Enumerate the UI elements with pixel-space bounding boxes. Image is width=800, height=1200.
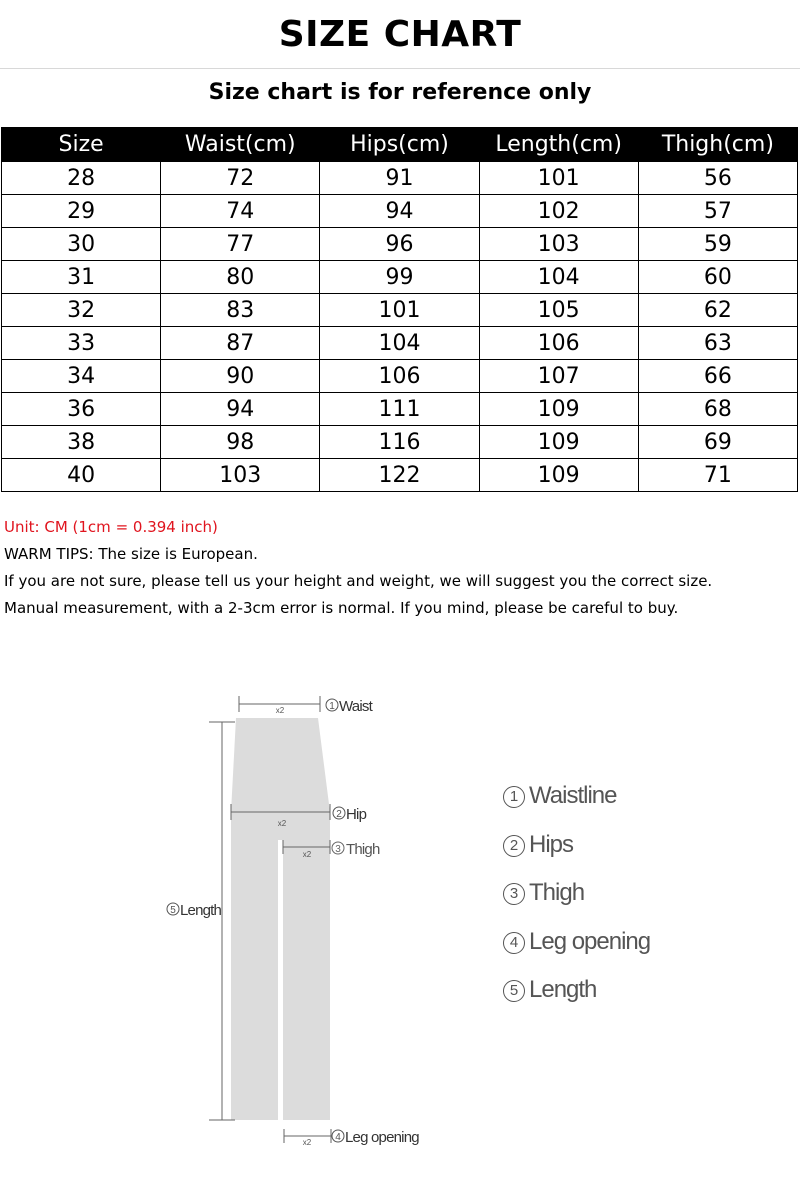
cell-length: 107 (479, 360, 638, 393)
cell-length: 106 (479, 327, 638, 360)
legend-label: Leg opening (529, 927, 651, 955)
cell-size: 31 (2, 261, 161, 294)
cell-length: 105 (479, 294, 638, 327)
legend-label: Hips (529, 830, 574, 858)
hip-label: Hip (346, 806, 367, 823)
hip-x2-label: x2 (277, 819, 287, 828)
legend-number: 2 (503, 835, 525, 857)
cell-hips: 104 (320, 327, 479, 360)
cell-thigh: 60 (638, 261, 797, 294)
warm-tips-note: WARM TIPS: The size is European. (4, 545, 258, 563)
cell-size: 40 (2, 459, 161, 492)
cell-thigh: 62 (638, 294, 797, 327)
cell-waist: 72 (161, 162, 320, 195)
table-row (2, 162, 798, 195)
cell-thigh: 68 (638, 393, 797, 426)
cell-thigh: 59 (638, 228, 797, 261)
measurement-error-note: Manual measurement, with a 2-3cm error is normal. If you mind, please be careful to buy. (4, 599, 679, 617)
table-row (2, 426, 798, 459)
cell-hips: 106 (320, 360, 479, 393)
cell-size: 34 (2, 360, 161, 393)
title-bar (0, 0, 800, 69)
thigh-x2-label: x2 (302, 850, 312, 859)
column-header-hips: Hips(cm) (320, 128, 479, 162)
table-header-row (2, 128, 798, 162)
measurement-legend (503, 782, 650, 1025)
size-advice-note: If you are not sure, please tell us your height and weight, we will suggest you the correct size. (4, 572, 713, 590)
cell-waist: 103 (161, 459, 320, 492)
waist-number: 1 (329, 701, 335, 712)
cell-hips: 96 (320, 228, 479, 261)
cell-waist: 77 (161, 228, 320, 261)
column-header-thigh: Thigh(cm) (638, 128, 797, 162)
cell-size: 28 (2, 162, 161, 195)
cell-thigh: 71 (638, 459, 797, 492)
cell-waist: 94 (161, 393, 320, 426)
page-title: SIZE CHART (278, 13, 522, 55)
table-row (2, 393, 798, 426)
cell-length: 101 (479, 162, 638, 195)
thigh-number: 3 (335, 844, 341, 855)
legend-item (503, 879, 650, 928)
cell-hips: 122 (320, 459, 479, 492)
legend-number: 1 (503, 786, 525, 808)
unit-note: Unit: CM (1cm = 0.394 inch) (4, 518, 218, 536)
page-subtitle: Size chart is for reference only (208, 80, 592, 105)
cell-hips: 111 (320, 393, 479, 426)
table-row (2, 195, 798, 228)
table-row (2, 294, 798, 327)
leg-opening-x2-label: x2 (302, 1138, 312, 1147)
column-header-size: Size (2, 128, 161, 162)
cell-length: 103 (479, 228, 638, 261)
table-row (2, 261, 798, 294)
cell-length: 104 (479, 261, 638, 294)
cell-thigh: 69 (638, 426, 797, 459)
cell-waist: 98 (161, 426, 320, 459)
cell-waist: 83 (161, 294, 320, 327)
legend-number: 4 (503, 932, 525, 954)
legend-label: Thigh (529, 879, 585, 906)
cell-length: 109 (479, 459, 638, 492)
cell-length: 109 (479, 393, 638, 426)
cell-hips: 91 (320, 162, 479, 195)
legend-number: 3 (503, 883, 525, 905)
cell-size: 36 (2, 393, 161, 426)
table-row (2, 459, 798, 492)
legend-number: 5 (503, 980, 525, 1002)
measurement-diagram (0, 680, 800, 1160)
notes (4, 514, 712, 622)
legend-item (503, 976, 650, 1025)
size-table (1, 127, 798, 492)
column-header-waist: Waist(cm) (161, 128, 320, 162)
cell-waist: 90 (161, 360, 320, 393)
cell-waist: 80 (161, 261, 320, 294)
cell-size: 32 (2, 294, 161, 327)
cell-size: 38 (2, 426, 161, 459)
length-label: Length (180, 902, 222, 919)
length-number: 5 (170, 905, 176, 916)
thigh-label: Thigh (346, 841, 380, 858)
legend-item (503, 831, 650, 880)
table-row (2, 228, 798, 261)
cell-hips: 94 (320, 195, 479, 228)
legend-label: Length (529, 976, 597, 1003)
cell-size: 29 (2, 195, 161, 228)
cell-hips: 101 (320, 294, 479, 327)
cell-size: 33 (2, 327, 161, 360)
cell-thigh: 66 (638, 360, 797, 393)
leg-opening-number: 4 (335, 1132, 341, 1143)
table-row (2, 360, 798, 393)
cell-thigh: 57 (638, 195, 797, 228)
legend-label: Waistline (529, 782, 617, 809)
leg-opening-label: Leg opening (345, 1129, 419, 1146)
cell-thigh: 56 (638, 162, 797, 195)
table-row (2, 327, 798, 360)
cell-hips: 116 (320, 426, 479, 459)
cell-length: 109 (479, 426, 638, 459)
waist-x2-label: x2 (275, 706, 285, 715)
legend-item (503, 928, 650, 977)
column-header-length: Length(cm) (479, 128, 638, 162)
cell-length: 102 (479, 195, 638, 228)
cell-thigh: 63 (638, 327, 797, 360)
cell-waist: 87 (161, 327, 320, 360)
cell-hips: 99 (320, 261, 479, 294)
cell-waist: 74 (161, 195, 320, 228)
pants-silhouette (231, 718, 330, 1120)
legend-item (503, 782, 650, 831)
cell-size: 30 (2, 228, 161, 261)
hip-number: 2 (336, 809, 342, 820)
waist-label: Waist (339, 698, 372, 715)
